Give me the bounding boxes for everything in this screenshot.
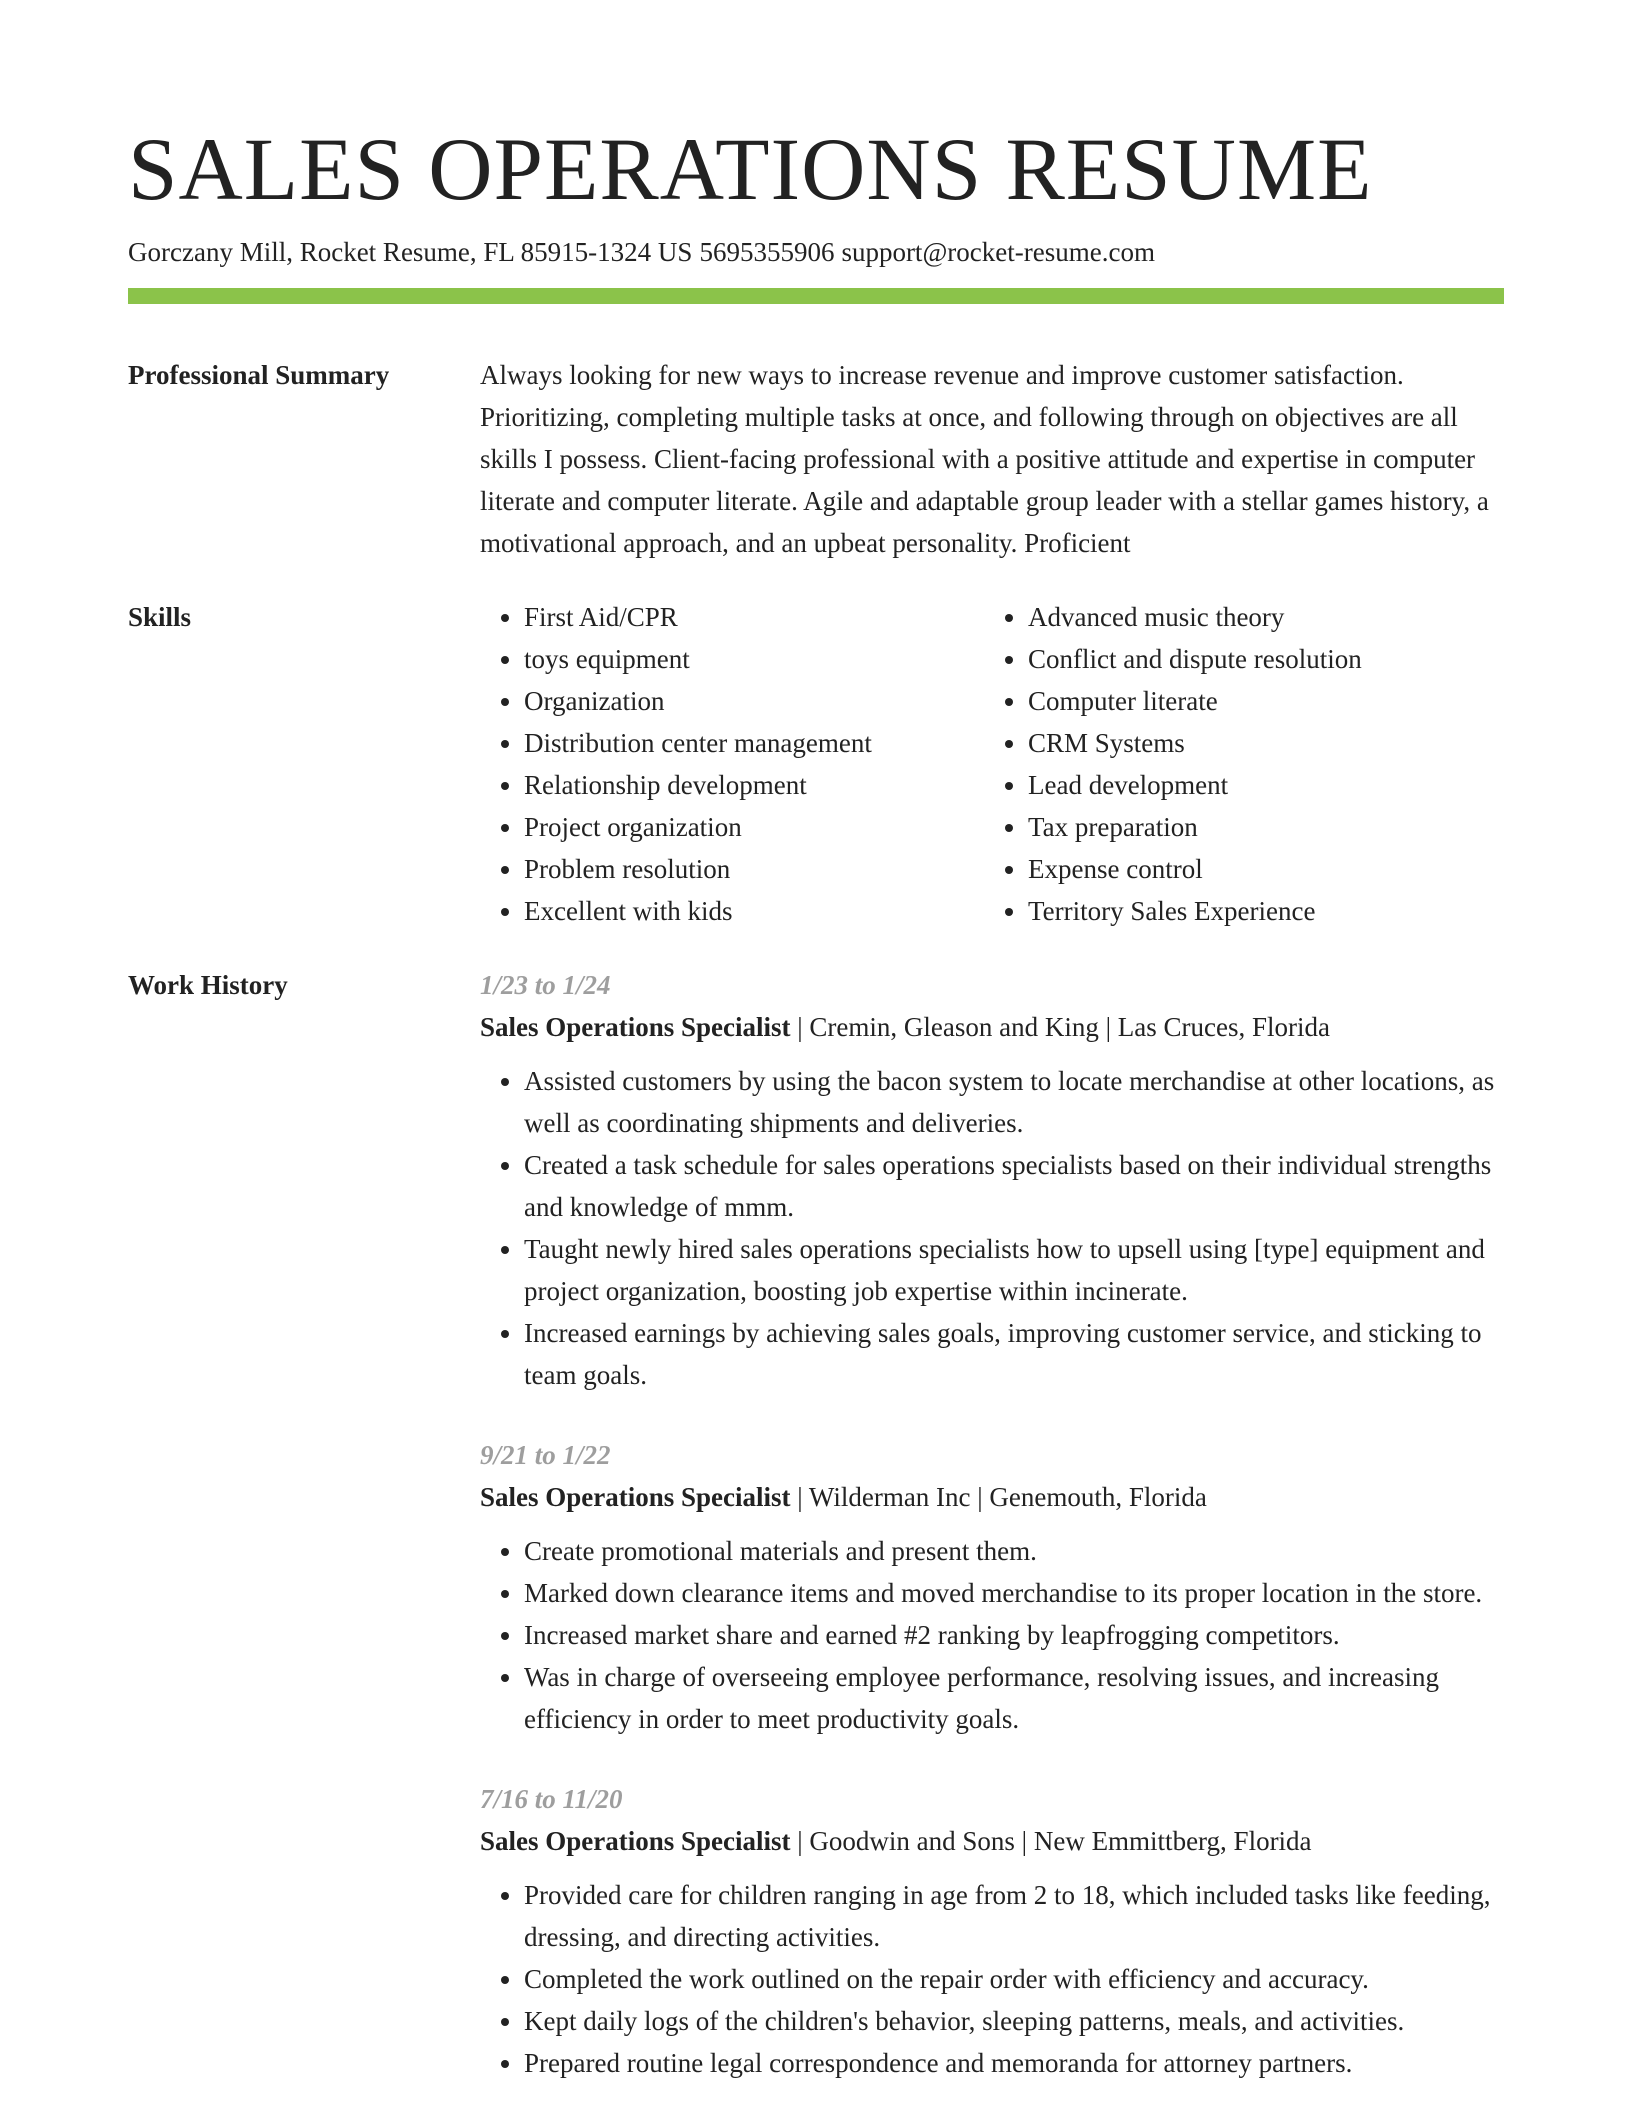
job-details: | Wilderman Inc | Genemouth, Florida	[790, 1482, 1207, 1512]
contact-address: Gorczany Mill, Rocket Resume, FL 85915-1324 US	[128, 237, 693, 267]
skill-item: • First Aid/CPR	[524, 596, 984, 638]
job-bullets	[480, 1530, 1504, 1740]
job-bullets	[480, 1060, 1504, 1396]
accent-divider	[128, 288, 1504, 304]
skill-item: • Computer literate	[1028, 680, 1528, 722]
skill-item: • Territory Sales Experience	[1028, 890, 1528, 932]
skill-item: • Organization	[524, 680, 984, 722]
job-dates: 7/16 to 11/20	[480, 1784, 623, 1814]
skill-item: • Problem resolution	[524, 848, 984, 890]
job-bullet: • Assisted customers by using the bacon system to locate merchandise at other locations, as well as coordinating shipments and deliveries.	[524, 1060, 1504, 1144]
resume-page	[128, 120, 1504, 2122]
job-heading	[480, 1006, 1504, 1048]
job-bullet: • Taught newly hired sales operations specialists how to upsell using [type] equipment and project organization, boosting job expertise within incinerate.	[524, 1228, 1504, 1312]
skill-item: • Project organization	[524, 806, 984, 848]
job-heading	[480, 1476, 1504, 1518]
job-entry	[480, 1778, 1504, 2084]
job-bullet: • Provided care for children ranging in age from 2 to 18, which included tasks like feeding, dressing, and directing activities.	[524, 1874, 1504, 1958]
job-bullet: • Kept daily logs of the children's behavior, sleeping patterns, meals, and activities.	[524, 2000, 1504, 2042]
skills-section	[128, 596, 1504, 932]
skill-item: • Advanced music theory	[1028, 596, 1528, 638]
contact-phone: 5695355906	[699, 237, 835, 267]
skills-heading: Skills	[128, 602, 192, 632]
resume-title: SALES OPERATIONS RESUME	[128, 121, 1373, 219]
contact-email: support@rocket-resume.com	[841, 237, 1155, 267]
skills-list-right	[984, 596, 1528, 932]
job-bullet: • Marked down clearance items and moved merchandise to its proper location in the store.	[524, 1572, 1504, 1614]
job-dates: 1/23 to 1/24	[480, 970, 611, 1000]
skill-item: • Lead development	[1028, 764, 1528, 806]
summary-section	[128, 354, 1504, 564]
work-history-section	[128, 964, 1504, 2122]
job-entry	[480, 964, 1504, 1396]
job-bullet: • Was in charge of overseeing employee performance, resolving issues, and increasing efficiency in order to meet productivity goals.	[524, 1656, 1504, 1740]
skill-item: • Expense control	[1028, 848, 1528, 890]
job-title: Sales Operations Specialist	[480, 1012, 791, 1042]
skill-item: • Relationship development	[524, 764, 984, 806]
contact-line	[128, 234, 1504, 270]
skills-list-left	[480, 596, 984, 932]
skill-item: • CRM Systems	[1028, 722, 1528, 764]
job-bullet: • Increased earnings by achieving sales goals, improving customer service, and sticking to team goals.	[524, 1312, 1504, 1396]
job-title: Sales Operations Specialist	[480, 1826, 791, 1856]
job-bullet: • Prepared routine legal correspondence and memoranda for attorney partners.	[524, 2042, 1504, 2084]
job-entry	[480, 1434, 1504, 1740]
job-bullet: • Completed the work outlined on the repair order with efficiency and accuracy.	[524, 1958, 1504, 2000]
summary-heading: Professional Summary	[128, 360, 390, 390]
summary-text: Always looking for new ways to increase revenue and improve customer satisfaction. Prioritizing, completing multiple tasks at once, and following through on objectives are all skills I possess. Client-facing professional with a positive attitude and expertise in computer literate and computer literate. Agile and adaptable group leader with a stellar games history, a motivational approach, and an upbeat personality. Proficient	[480, 360, 1489, 558]
skill-item: • Distribution center management	[524, 722, 984, 764]
job-bullet: • Created a task schedule for sales operations specialists based on their individual strengths and knowledge of mmm.	[524, 1144, 1504, 1228]
skill-item: • Tax preparation	[1028, 806, 1528, 848]
job-dates: 9/21 to 1/22	[480, 1440, 611, 1470]
job-bullet: • Create promotional materials and present them.	[524, 1530, 1504, 1572]
skill-item: • toys equipment	[524, 638, 984, 680]
skill-item: • Conflict and dispute resolution	[1028, 638, 1528, 680]
job-title: Sales Operations Specialist	[480, 1482, 791, 1512]
job-bullet: • Increased market share and earned #2 ranking by leapfrogging competitors.	[524, 1614, 1504, 1656]
job-heading	[480, 1820, 1504, 1862]
skill-item: • Excellent with kids	[524, 890, 984, 932]
job-bullets	[480, 1874, 1504, 2084]
work-history-heading: Work History	[128, 970, 288, 1000]
job-details: | Goodwin and Sons | New Emmittberg, Florida	[790, 1826, 1312, 1856]
job-details: | Cremin, Gleason and King | Las Cruces, Florida	[790, 1012, 1330, 1042]
